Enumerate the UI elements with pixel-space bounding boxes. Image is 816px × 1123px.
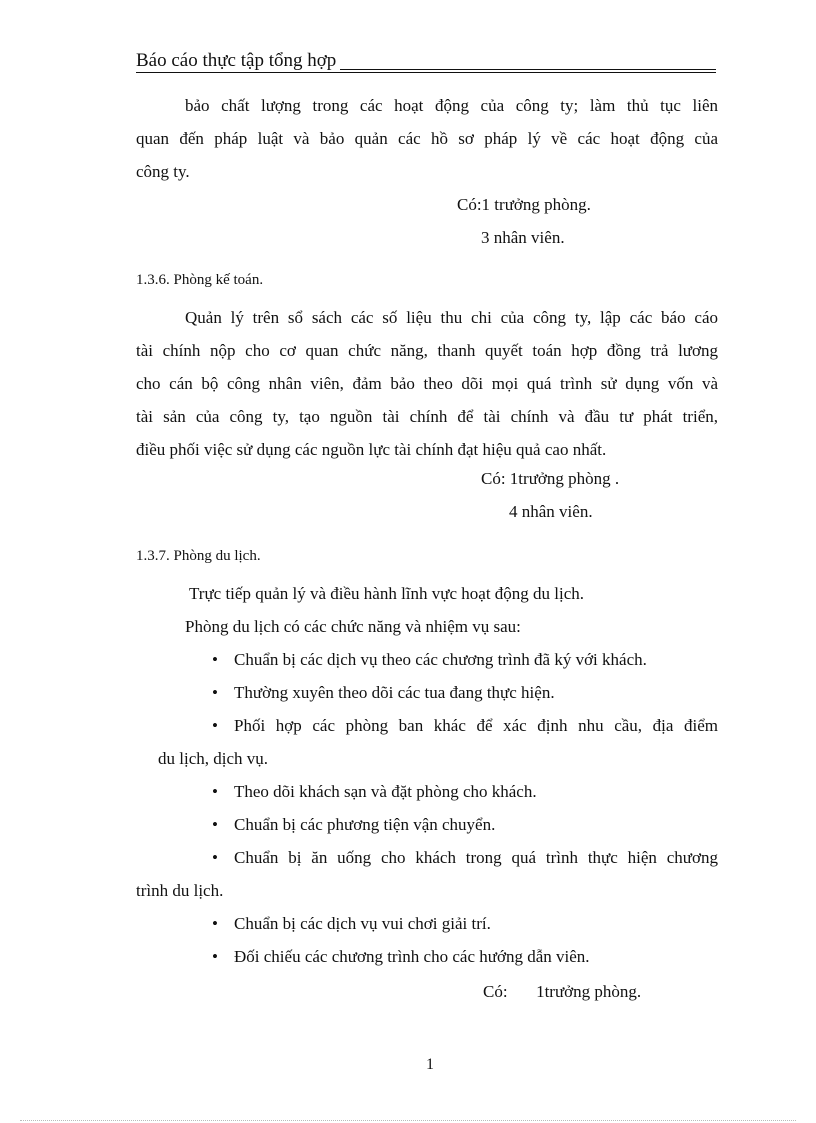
list-item: [136, 808, 718, 841]
bullet-icon: •: [212, 782, 218, 801]
travel-staff-line: [483, 975, 717, 1008]
list-item: [136, 709, 718, 775]
travel-staff: [483, 975, 717, 1008]
accounting-line-5: điều phối việc sử dụng các nguồn lực tài chính đạt hiệu quả cao nhất.: [136, 440, 607, 459]
list-item-continuation: du lịch, dịch vụ.: [158, 749, 269, 768]
travel-intro: [136, 577, 718, 643]
legal-line-3: công ty.: [136, 162, 190, 181]
legal-paragraph: [136, 89, 718, 188]
page-bottom-border: [20, 1120, 796, 1121]
list-item-text: Chuẩn bị các dịch vụ vui chơi giải trí.: [234, 914, 491, 933]
legal-staff-employees: 3 nhân viên.: [481, 228, 565, 247]
accounting-staff-employees: 4 nhân viên.: [509, 502, 593, 521]
accounting-line-3: cho cán bộ công nhân viên, đảm bảo theo dõi mọi quá trình sử dụng vốn và: [136, 374, 718, 393]
list-item-text: Theo dõi khách sạn và đặt phòng cho khách.: [234, 782, 537, 801]
header-title: Báo cáo thực tập tổng hợp: [136, 50, 340, 72]
travel-duties-list: [136, 643, 718, 973]
list-item-text: Thường xuyên theo dõi các tua đang thực hiện.: [234, 683, 555, 702]
accounting-line-1: Quản lý trên sổ sách các số liệu thu chi của công ty, lập các báo cáo: [185, 308, 718, 327]
travel-heading: 1.3.7. Phòng du lịch.: [136, 548, 261, 564]
bullet-icon: •: [212, 650, 218, 669]
legal-staff-manager: Có:1 trưởng phòng.: [457, 195, 591, 214]
accounting-staff: [481, 462, 717, 528]
list-item: [136, 676, 718, 709]
list-item: [136, 841, 718, 907]
bullet-icon: •: [212, 716, 218, 735]
list-item-text: Chuẩn bị các phương tiện vận chuyển.: [234, 815, 496, 834]
accounting-staff-manager: Có: 1trưởng phòng .: [481, 469, 620, 488]
bullet-icon: •: [212, 848, 218, 867]
list-item: [136, 907, 718, 940]
travel-intro-line-1: Trực tiếp quản lý và điều hành lĩnh vực hoạt động du lịch.: [189, 584, 585, 603]
bullet-icon: •: [212, 683, 218, 702]
travel-intro-line-2: Phòng du lịch có các chức năng và nhiệm vụ sau:: [185, 617, 521, 636]
list-item-text: Đối chiếu các chương trình cho các hướng dẫn viên.: [234, 947, 590, 966]
travel-staff-value: 1trưởng phòng.: [536, 982, 642, 1001]
page-header: [136, 50, 716, 74]
accounting-line-2: tài chính nộp cho cơ quan chức năng, thanh quyết toán hợp đồng trả lương: [136, 341, 718, 360]
accounting-line-4: tài sản của công ty, tạo nguồn tài chính để tài chính và đầu tư phát triển,: [136, 407, 718, 426]
legal-line-1: bảo chất lượng trong các hoạt động của công ty; làm thủ tục liên: [185, 96, 718, 115]
bullet-icon: •: [212, 815, 218, 834]
accounting-heading: 1.3.6. Phòng kế toán.: [136, 272, 264, 288]
list-item-text: Phối hợp các phòng ban khác để xác định nhu cầu, địa điểm: [234, 716, 718, 735]
list-item: [136, 940, 718, 973]
list-item-continuation: trình du lịch.: [136, 881, 224, 900]
list-item: [136, 775, 718, 808]
accounting-paragraph: [136, 301, 718, 466]
bullet-icon: •: [212, 914, 218, 933]
travel-staff-label: Có:: [483, 982, 508, 1001]
list-item: [136, 643, 718, 676]
header-rule-bottom: [136, 72, 716, 73]
page-number: 1: [426, 1056, 434, 1073]
legal-staff: [457, 188, 717, 254]
list-item-text: Chuẩn bị ăn uống cho khách trong quá trình thực hiện chương: [234, 848, 718, 867]
list-item-text: Chuẩn bị các dịch vụ theo các chương trình đã ký với khách.: [234, 650, 647, 669]
bullet-icon: •: [212, 947, 218, 966]
legal-line-2: quan đến pháp luật và bảo quản các hồ sơ pháp lý về các hoạt động của: [136, 129, 718, 148]
